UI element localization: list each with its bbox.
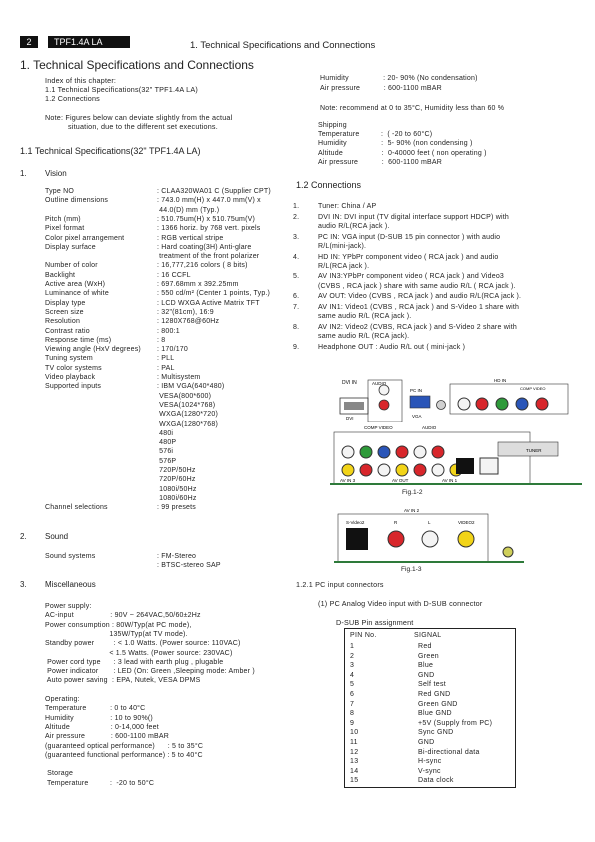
spec-value: : 32"(81cm), 16:9 bbox=[157, 308, 214, 316]
spec-row bbox=[45, 207, 219, 214]
spec-row: : BTSC-stereo SAP bbox=[157, 562, 221, 569]
spec-key: TV color systems bbox=[45, 364, 102, 372]
spec-row bbox=[45, 486, 197, 493]
spec-value: : RGB vertical stripe bbox=[157, 234, 224, 242]
connection-text: HD IN: YPbPr component video ( RCA jack ) and audio bbox=[318, 253, 499, 261]
spec-row bbox=[45, 476, 196, 483]
connection-num: 1. bbox=[293, 203, 300, 210]
pin-number: 3 bbox=[350, 662, 355, 670]
fig1-vga-label: VGA bbox=[412, 414, 422, 419]
connection-num: 3. bbox=[293, 233, 300, 241]
misc-line: AC-input : 90V ~ 264VAC,50/60±2Hz bbox=[45, 612, 201, 620]
sound-num: 2. bbox=[20, 532, 27, 541]
fig3-av2-label: AV IN 2 bbox=[404, 508, 420, 513]
pin-number: 12 bbox=[350, 748, 359, 756]
connection-text: R/L(RCA jack ). bbox=[318, 262, 370, 270]
spec-key: Screen size bbox=[45, 308, 84, 316]
misc-line: Temperature : -20 to 50°C bbox=[45, 779, 155, 787]
connection-text: DVI IN: DVI input (TV digital interface support HDCP) with bbox=[318, 213, 509, 221]
spec-value: : 550 cd/m² (Center 1 points, Typ.) bbox=[157, 290, 271, 298]
pin-number: 13 bbox=[350, 758, 359, 766]
spec-value: 480P bbox=[157, 439, 177, 447]
spec-value: 576P bbox=[157, 457, 177, 465]
env-line: Humidity : 20- 90% (No condensation) bbox=[320, 75, 478, 82]
connection-num: 6. bbox=[293, 293, 300, 301]
shipping-line: Altitude : 0-40000 feet ( non operating ) bbox=[318, 149, 487, 157]
spec-value: VESA(800*600) bbox=[157, 392, 212, 400]
misc-line: Power cord type : 3 lead with earth plug , plugable bbox=[45, 658, 224, 666]
spec-key: Backlight bbox=[45, 271, 76, 279]
env-line: Note: recommend at 0 to 35°C, Humidity less than 60 % bbox=[320, 105, 505, 112]
spec-key: Viewing angle (HxV degrees) bbox=[45, 346, 141, 354]
vision-heading: Vision bbox=[45, 169, 67, 178]
fig1-dvi2-label: DVI bbox=[346, 416, 354, 421]
spec-row bbox=[45, 253, 259, 260]
spec-value: 720P/60Hz bbox=[157, 476, 196, 484]
fig2-audio-label: AUDIO bbox=[422, 425, 437, 430]
spec-row bbox=[45, 300, 260, 307]
misc-line: Power consumption : 80W/Typ(at PC mode), bbox=[45, 621, 192, 629]
spec-value: : 8 bbox=[157, 336, 166, 344]
connection-text: AV IN3:YPbPr component video ( RCA jack ) and Video3 bbox=[318, 273, 505, 281]
spec-row bbox=[45, 346, 188, 353]
env-line: Air pressure : 600-1100 mBAR bbox=[320, 85, 442, 92]
misc-line: < 1.5 Watts. (Power source: 230VAC) bbox=[45, 649, 233, 657]
spec-value: VESA(1024*768) bbox=[157, 401, 216, 409]
fig2-av3-label: AV IN 3 bbox=[340, 478, 356, 483]
spec-row bbox=[45, 309, 214, 316]
pin-signal: Data clock bbox=[418, 777, 454, 785]
pin-signal: Sync GND bbox=[418, 729, 454, 737]
pin-signal: GND bbox=[418, 739, 435, 746]
pin-signal: V-sync bbox=[418, 767, 441, 775]
spec-row bbox=[45, 318, 219, 325]
pin-number: 9 bbox=[350, 719, 355, 727]
misc-line: 135W/Typ(at TV mode). bbox=[45, 630, 188, 638]
spec-key: Pitch (mm) bbox=[45, 215, 81, 223]
spec-value: : 697.68mm x 392.25mm bbox=[157, 281, 239, 288]
spec-key: Resolution bbox=[45, 318, 81, 326]
fig2-avout-label: AV OUT bbox=[392, 478, 409, 483]
spec-key: Supported inputs bbox=[45, 383, 102, 391]
spec-row bbox=[45, 411, 218, 418]
spec-row bbox=[45, 448, 173, 455]
spec-row bbox=[45, 281, 239, 288]
fig1-pcin-label: PC IN bbox=[410, 388, 423, 393]
spec-row bbox=[45, 216, 255, 223]
running-title: 1. Technical Specifications and Connections bbox=[190, 40, 376, 51]
spec-value: : Multisystem bbox=[157, 374, 201, 381]
vision-num: 1. bbox=[20, 169, 27, 178]
spec-value: : 16,777,216 colors ( 8 bits) bbox=[157, 262, 248, 270]
spec-key: Color pixel arrangement bbox=[45, 234, 125, 242]
spec-row bbox=[45, 430, 173, 437]
spec-row bbox=[45, 467, 196, 474]
connection-num: 8. bbox=[293, 323, 300, 331]
misc-line: Air pressure : 600-1100 mBAR bbox=[45, 733, 169, 741]
spec-value: : 16 CCFL bbox=[157, 271, 191, 279]
spec-value: 44.0(D) mm (Typ.) bbox=[157, 206, 220, 214]
connection-num: 4. bbox=[293, 253, 300, 261]
spec-key: Response time (ms) bbox=[45, 336, 112, 344]
spec-key: Tuning system bbox=[45, 355, 93, 363]
misc-line: Operating: bbox=[45, 696, 80, 703]
spec-row bbox=[45, 439, 176, 446]
spec-row bbox=[45, 393, 211, 400]
misc-line: Altitude : 0-14,000 feet bbox=[45, 723, 159, 731]
pin-number: 4 bbox=[350, 671, 355, 679]
spec-value: WXGA(1280*768) bbox=[157, 420, 218, 428]
spec-value: : Hard coating(3H) Anti-glare bbox=[157, 243, 252, 251]
note-line: Note: Figures below can deviate slightly from the actual bbox=[45, 113, 233, 122]
spec-value: : IBM VGA(640*480) bbox=[157, 383, 225, 391]
pin-signal: Red GND bbox=[418, 691, 451, 698]
pin-number: 1 bbox=[350, 643, 355, 650]
misc-line: Temperature : 0 to 40°C bbox=[45, 705, 146, 713]
spec-key: Active area (WxH) bbox=[45, 281, 106, 288]
index-item[interactable]: 1.2 Connections bbox=[45, 94, 100, 103]
pin-number: 10 bbox=[350, 729, 359, 737]
pin-number: 5 bbox=[350, 681, 355, 689]
pin-col-header: PIN No. bbox=[350, 632, 377, 639]
spec-value: : 743.0 mm(H) x 447.0 mm(V) x bbox=[157, 197, 261, 205]
fig3-video-label: VIDEO2 bbox=[458, 520, 475, 525]
connections-heading: 1.2 Connections bbox=[296, 180, 362, 190]
spec-row bbox=[45, 244, 252, 251]
pin-signal: Green bbox=[418, 652, 439, 660]
pin-signal: Blue GND bbox=[418, 710, 452, 718]
pin-signal: Blue bbox=[418, 662, 434, 670]
misc-line: Auto power saving : EPA, Nutek, VESA DPMS bbox=[45, 677, 201, 685]
pin-number: 8 bbox=[350, 710, 355, 718]
spec-row bbox=[45, 402, 215, 409]
fig-1-1 bbox=[330, 376, 582, 428]
connection-text: (CVBS , RCA jack ) share with same audio R/L ( RCA jack ). bbox=[318, 282, 516, 290]
spec-key: Luminance of white bbox=[45, 290, 109, 298]
chapter-title: 1. Technical Specifications and Connections bbox=[20, 58, 254, 72]
connection-num: 5. bbox=[293, 273, 300, 281]
spec-row bbox=[45, 328, 180, 335]
pin-number: 14 bbox=[350, 767, 359, 775]
spec-value: : 1280X768@60Hz bbox=[157, 318, 220, 326]
spec-key: Type NO bbox=[45, 188, 75, 195]
fig-1-3-caption: Fig.1-3 bbox=[401, 566, 422, 573]
spec-row bbox=[45, 383, 224, 390]
connection-text: AV IN2: Video2 (CVBS, RCA jack ) and S-Video 2 share with bbox=[318, 323, 517, 331]
spec-row bbox=[45, 495, 197, 502]
spec-value: : 99 presets bbox=[157, 504, 196, 512]
spec-row bbox=[45, 188, 271, 195]
pin-signal: Red bbox=[418, 643, 432, 650]
sound-heading: Sound bbox=[45, 532, 69, 541]
fig2-tuner-label: TUNER bbox=[526, 448, 542, 453]
spec-row bbox=[45, 365, 175, 372]
misc-heading: Miscellaneous bbox=[45, 580, 96, 589]
fig1-dvi-label: DVI IN bbox=[342, 380, 357, 386]
spec-value: : 170/170 bbox=[157, 346, 188, 354]
spec-key: Display surface bbox=[45, 243, 96, 251]
connection-text: AV OUT: Video (CVBS , RCA jack ) and audio R/L(RCA jack ). bbox=[318, 293, 522, 301]
fig1-audio-label: AUDIO bbox=[372, 381, 387, 386]
spec-key: Pixel format bbox=[45, 225, 85, 233]
pc-input-heading: 1.2.1 PC input connectors bbox=[296, 580, 384, 589]
spec-row: Sound systems : FM-Stereo bbox=[45, 553, 197, 560]
connection-num: 9. bbox=[293, 343, 300, 351]
spec-row bbox=[45, 197, 261, 204]
connection-text: same audio R/L (RCA jack ). bbox=[318, 313, 412, 321]
spec-key: Video playback bbox=[45, 374, 96, 381]
spec-row bbox=[45, 458, 176, 465]
pin-number: 2 bbox=[350, 652, 355, 660]
pin-signal: H-sync bbox=[418, 758, 442, 766]
connection-text: R/L(mini-jack). bbox=[318, 242, 367, 250]
section-heading: 1.1 Technical Specifications(32" TPF1.4A LA) bbox=[20, 146, 201, 156]
spec-row bbox=[45, 272, 191, 279]
connection-text: Headphone OUT : Audio R/L out ( mini-jack ) bbox=[318, 343, 466, 351]
note-line: situation, due to the different set executions. bbox=[68, 122, 218, 131]
pin-number: 15 bbox=[350, 777, 359, 785]
spec-value: 720P/50Hz bbox=[157, 467, 196, 474]
index-heading: Index of this chapter: bbox=[45, 76, 117, 85]
pin-signal: Self test bbox=[418, 681, 446, 689]
spec-value: : LCD WXGA Active Matrix TFT bbox=[157, 299, 260, 307]
spec-value: 1080i/50Hz bbox=[157, 485, 197, 493]
spec-key: Contrast ratio bbox=[45, 327, 90, 335]
spec-row bbox=[45, 337, 165, 344]
spec-row bbox=[45, 374, 200, 381]
fig3-svideo-label: S-Video2 bbox=[346, 520, 365, 525]
fig-1-3 bbox=[334, 506, 524, 566]
spec-value: 1080i/60Hz bbox=[157, 494, 197, 502]
spec-row bbox=[45, 225, 261, 232]
shipping-line: Humidity : 5- 90% (non condensing ) bbox=[318, 140, 473, 148]
fig3-r-label: R bbox=[394, 520, 398, 525]
misc-line: Humidity : 10 to 90%() bbox=[45, 714, 153, 722]
connection-text: PC IN: VGA input (D-SUB 15 pin connector ) with audio bbox=[318, 233, 501, 241]
index-item[interactable]: 1.1 Technical Specifications(32" TPF1.4A LA) bbox=[45, 85, 198, 94]
pin-number: 11 bbox=[350, 739, 358, 746]
signal-col-header: SIGNAL bbox=[414, 632, 442, 639]
pin-signal: GND bbox=[418, 671, 435, 679]
spec-value: 576i bbox=[157, 448, 174, 456]
spec-row bbox=[45, 235, 223, 242]
spec-value: 480i bbox=[157, 429, 174, 437]
misc-line: Power supply: bbox=[45, 603, 92, 610]
misc-line: (guaranteed optical performance) : 5 to 35°C bbox=[45, 742, 204, 750]
spec-row bbox=[45, 421, 218, 428]
spec-key: Display type bbox=[45, 299, 86, 307]
fig1-comp-label: COMP VIDEO bbox=[520, 386, 546, 391]
spec-value: : PLL bbox=[157, 355, 175, 363]
connection-text: AV IN1: Video1 (CVBS , RCA jack ) and S-Video 1 share with bbox=[318, 304, 520, 311]
spec-row bbox=[45, 504, 196, 511]
spec-value: : CLAA320WA01 C (Supplier CPT) bbox=[157, 188, 271, 195]
misc-line: (guaranteed functional performance) : 5 to 40°C bbox=[45, 751, 203, 759]
misc-num: 3. bbox=[20, 580, 27, 589]
spec-row bbox=[45, 355, 174, 362]
spec-value: : 510.75um(H) x 510.75um(V) bbox=[157, 215, 255, 223]
pc-input-sub: (1) PC Analog Video input with D-SUB connector bbox=[318, 599, 483, 608]
connection-num: 7. bbox=[293, 304, 300, 311]
spec-row bbox=[45, 262, 248, 269]
shipping-heading: Shipping bbox=[318, 122, 347, 129]
pin-signal: Bi-directional data bbox=[418, 748, 480, 756]
fig2-av1-label: AV IN 1 bbox=[442, 478, 458, 483]
page-number: 2 bbox=[20, 36, 38, 48]
spec-row bbox=[45, 290, 270, 297]
model-label: TPF1.4A LA bbox=[48, 36, 130, 48]
connection-num: 2. bbox=[293, 213, 300, 221]
fig1-hdin-label: HD IN bbox=[494, 378, 507, 383]
fig2-comp-label: COMP VIDEO bbox=[364, 425, 393, 430]
spec-value: : PAL bbox=[157, 364, 175, 372]
fig-1-2-caption: Fig.1-2 bbox=[402, 489, 423, 496]
fig3-l-label: L bbox=[428, 520, 431, 525]
pin-number: 6 bbox=[350, 691, 355, 698]
spec-value: : 1366 horiz. by 768 vert. pixels bbox=[157, 225, 261, 233]
spec-value: WXGA(1280*720) bbox=[157, 411, 218, 419]
pin-number: 7 bbox=[350, 700, 355, 708]
spec-value: : 800:1 bbox=[157, 327, 180, 335]
spec-value: treatment of the front polarizer bbox=[157, 253, 260, 261]
fig-1-2 bbox=[330, 422, 582, 488]
connection-text: audio R/L(RCA jack ). bbox=[318, 222, 390, 230]
connection-text: same audio R/L (RCA jack). bbox=[318, 333, 410, 341]
spec-key: Number of color bbox=[45, 262, 98, 270]
pin-signal: Green GND bbox=[418, 700, 458, 708]
spec-key: Channel selections bbox=[45, 504, 108, 512]
misc-line: Storage bbox=[45, 770, 74, 778]
shipping-line: Temperature : ( -20 to 60°C) bbox=[318, 131, 433, 138]
spec-key: Outline dimensions bbox=[45, 197, 109, 205]
misc-line: Power indicator : LED (On: Green ,Sleeping mode: Amber ) bbox=[45, 668, 255, 676]
pin-assign-heading: D-SUB Pin assignment bbox=[336, 618, 414, 627]
misc-line: Standby power : < 1.0 Watts. (Power source: 110VAC) bbox=[45, 640, 241, 648]
shipping-line: Air pressure : 600-1100 mBAR bbox=[318, 158, 442, 166]
connection-text: Tuner: China / AP bbox=[318, 203, 377, 210]
pin-signal: +5V (Supply from PC) bbox=[418, 719, 493, 727]
